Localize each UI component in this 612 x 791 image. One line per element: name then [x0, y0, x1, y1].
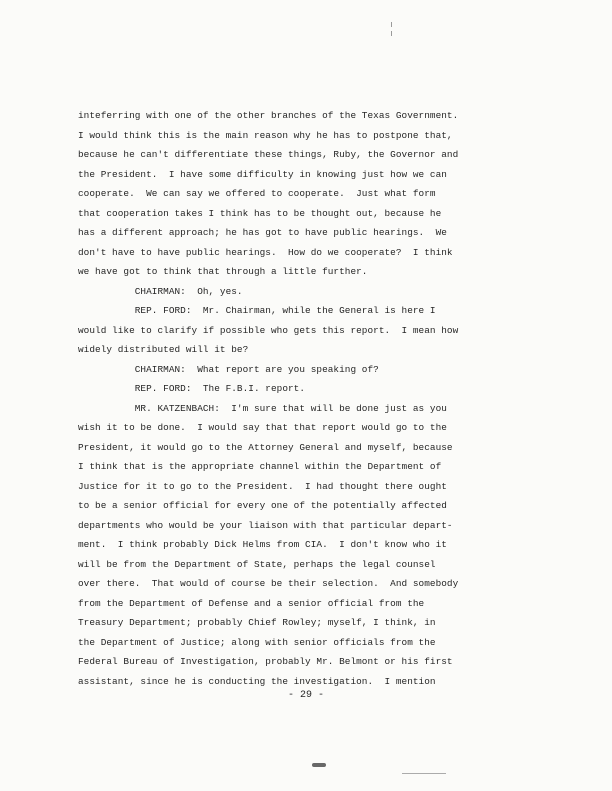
text-line: inteferring with one of the other branches of the Texas Government.: [78, 110, 459, 121]
text-line: widely distributed will it be?: [78, 344, 249, 355]
text-line: the President. I have some difficulty in knowing just how we can: [78, 168, 447, 180]
text-line: I would think this is the main reason why he has to postpone that,: [78, 129, 453, 141]
text-line: assistant, since he is conducting the investigation. I mention: [78, 675, 436, 687]
text-line: that cooperation takes I think has to be thought out, because he: [78, 207, 442, 219]
page-number: - 29 -: [287, 690, 324, 701]
scan-mark: [402, 773, 446, 774]
text-line: I think that is the appropriate channel within the Department of: [78, 461, 442, 472]
text-line: Justice for it to go to the President. I had thought there ought: [78, 480, 447, 492]
speaker-line: CHAIRMAN: What report are you speaking of?: [78, 363, 379, 375]
speaker-line: REP. FORD: Mr. Chairman, while the General is here I: [78, 305, 436, 316]
text-line: Treasury Department; probably Chief Rowley; myself, I think, in: [78, 617, 436, 628]
speaker-line: CHAIRMAN: Oh, yes.: [78, 285, 243, 297]
text-line: has a different approach; he has got to have public hearings. We: [78, 227, 447, 238]
text-line: the Department of Justice; along with senior officials from the: [78, 636, 436, 648]
scan-smudge: [312, 763, 326, 767]
text-line: Federal Bureau of Investigation, probably Mr. Belmont or his first: [78, 656, 453, 667]
text-line: will be from the Department of State, perhaps the legal counsel: [78, 558, 436, 570]
text-line: departments who would be your liaison with that particular depart-: [78, 519, 453, 531]
speaker-line: MR. KATZENBACH: I'm sure that will be done just as you: [78, 402, 447, 414]
text-line: we have got to think that through a little further.: [78, 266, 368, 277]
scan-mark: [390, 22, 394, 44]
text-line: don't have to have public hearings. How do we cooperate? I think: [78, 246, 453, 258]
speaker-line: REP. FORD: The F.B.I. report.: [78, 383, 306, 394]
text-line: to be a senior official for every one of the potentially affected: [78, 500, 447, 511]
text-line: President, it would go to the Attorney General and myself, because: [78, 441, 453, 453]
text-line: because he can't differentiate these things, Ruby, the Governor and: [78, 149, 459, 160]
text-line: over there. That would of course be their selection. And somebody: [78, 578, 459, 589]
text-line: wish it to be done. I would say that that report would go to the: [78, 422, 447, 433]
text-line: would like to clarify if possible who gets this report. I mean how: [78, 324, 459, 336]
text-line: cooperate. We can say we offered to cooperate. Just what form: [78, 188, 436, 199]
text-line: ment. I think probably Dick Helms from CIA. I don't know who it: [78, 539, 447, 550]
text-line: from the Department of Defense and a senior official from the: [78, 597, 425, 609]
